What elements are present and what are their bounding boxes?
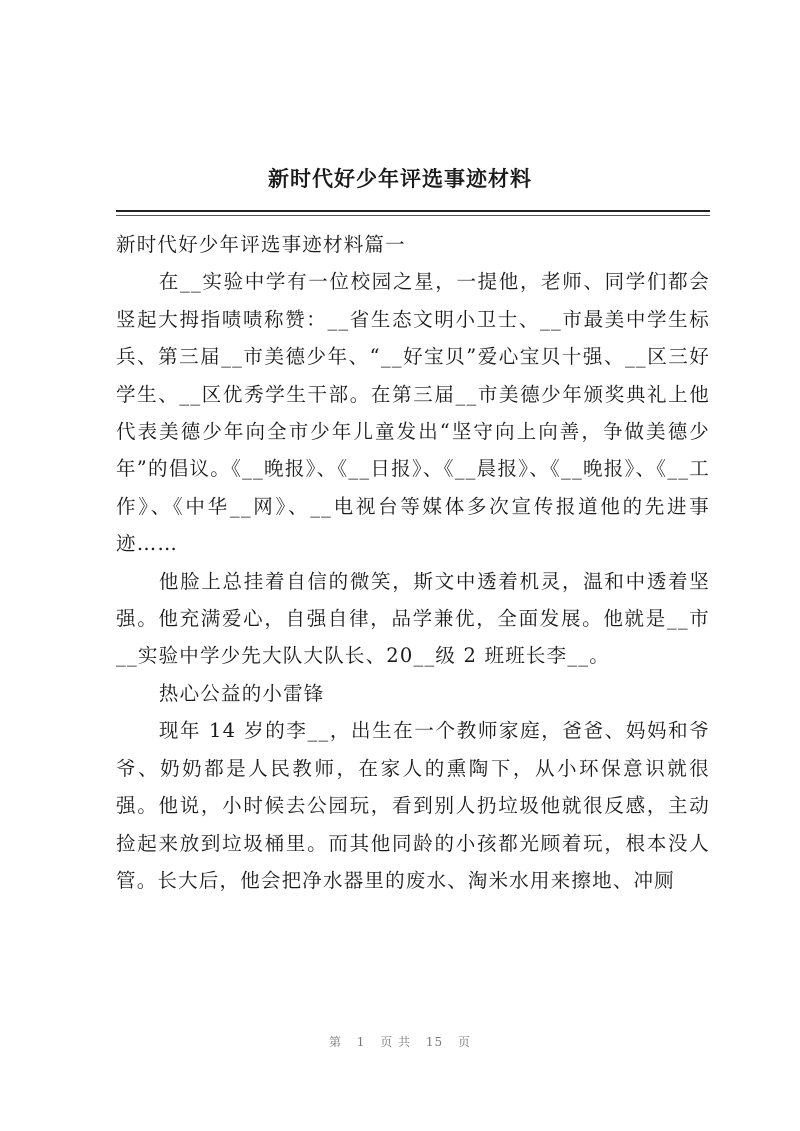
body-paragraph: 在__实验中学有一位校园之星，一提他，老师、同学们都会竖起大拇指啧啧称赞：__省生态文明小卫士、__市最美中学生标兵、第三届__市美德少年、“__好宝贝”爱心宝贝十强、__区三好学生、__区优秀学生干部。在第三届__市美德少年颁奖典礼上他代表美德少年向全市少年儿童发出“坚守向上向善，争做美德少年”的倡议。《__晚报》、《__日报》、《__晨报》、《__晚报》、《__工作》、《中华__网》、__电视台等媒体多次宣传报道他的先进事迹…… bbox=[116, 270, 710, 556]
page-footer bbox=[0, 1033, 800, 1050]
body-paragraph: 他脸上总挂着自信的微笑，斯文中透着机灵，温和中透着坚强。他充满爱心，自强自律，品学兼优，全面发展。他就是__市__实验中学少先大队大队长、20__级 2 班班长李__。 bbox=[116, 569, 710, 668]
document-title: 新时代好少年评选事迹材料 bbox=[268, 166, 532, 191]
footer-suffix: 页 bbox=[458, 1035, 472, 1049]
document-body bbox=[116, 226, 710, 899]
footer-mid: 页 共 bbox=[380, 1035, 412, 1049]
title-divider-thick bbox=[116, 210, 710, 212]
section-heading: 新时代好少年评选事迹材料篇一 bbox=[116, 233, 406, 256]
title-divider-thin bbox=[116, 215, 710, 216]
footer-prefix: 第 bbox=[328, 1035, 342, 1049]
footer-current-page: 1 bbox=[356, 1035, 366, 1049]
subheading-paragraph: 热心公益的小雷锋 bbox=[158, 681, 325, 705]
footer-total-pages: 15 bbox=[425, 1035, 444, 1049]
body-paragraph: 现年 14 岁的李__，出生在一个教师家庭，爸爸、妈妈和爷爷、奶奶都是人民教师，在家人的熏陶下，从小环保意识就很强。他说，小时候去公园玩，看到别人扔垃圾他就很反感，主动捡起来放到垃圾桶里。而其他同龄的小孩都光顾着玩，根本没人管。长大后，他会把净水器里的废水、淘米水用来擦地、冲厕 bbox=[116, 719, 710, 892]
